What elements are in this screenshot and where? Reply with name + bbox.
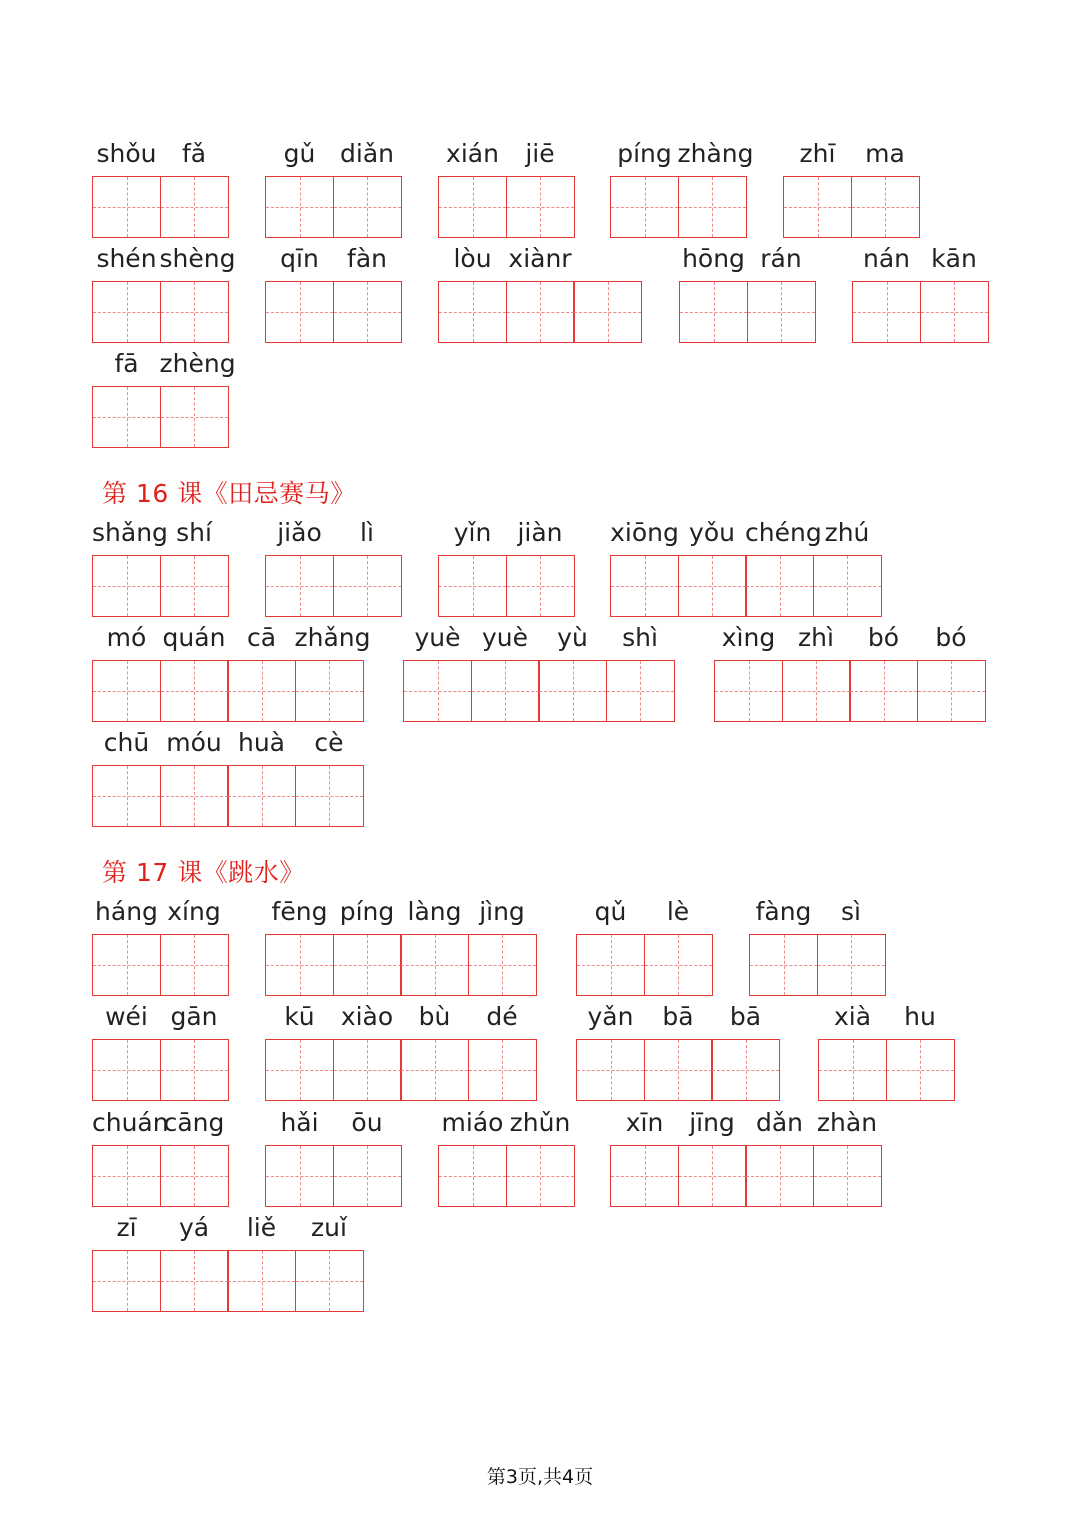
writing-cell[interactable] <box>711 1039 780 1101</box>
word-group <box>438 240 643 340</box>
writing-boxes <box>714 660 986 722</box>
word-group <box>438 135 575 235</box>
pinyin-syllable: cāng <box>163 1108 225 1137</box>
word-group <box>92 240 236 340</box>
pinyin-syllable: hu <box>904 1002 936 1031</box>
writing-cell[interactable] <box>227 660 296 722</box>
pinyin-line <box>403 619 675 657</box>
word-group <box>265 240 402 340</box>
writing-boxes <box>610 176 747 238</box>
pinyin-syllable: shǒu <box>96 139 157 168</box>
pinyin-syllable: zhàn <box>816 1108 878 1137</box>
writing-cell[interactable] <box>886 1039 955 1101</box>
writing-cell[interactable] <box>265 281 334 343</box>
writing-cell[interactable] <box>506 176 575 238</box>
writing-boxes <box>679 281 816 343</box>
pinyin-syllable: xīn <box>625 1108 664 1137</box>
writing-cell[interactable] <box>160 555 229 617</box>
writing-cell[interactable] <box>160 934 229 996</box>
pinyin-syllable: shì <box>622 623 658 652</box>
pinyin-syllable: chuán <box>92 1108 169 1137</box>
pinyin-syllable: zhàng <box>677 139 754 168</box>
word-group <box>403 619 675 719</box>
word-row <box>0 514 1080 624</box>
pinyin-syllable: dé <box>486 1002 518 1031</box>
pinyin-line <box>610 135 754 173</box>
pinyin-syllable: fā <box>114 349 139 378</box>
writing-cell[interactable] <box>333 555 402 617</box>
pinyin-syllable: shǎng <box>92 518 168 547</box>
pinyin-line <box>265 893 537 931</box>
pinyin-syllable: lì <box>360 518 374 547</box>
word-group <box>576 998 781 1098</box>
pinyin-syllable: lòu <box>453 244 492 273</box>
word-group <box>576 893 713 993</box>
word-group <box>92 345 236 445</box>
writing-boxes <box>92 765 364 827</box>
writing-cell[interactable] <box>920 281 989 343</box>
pinyin-syllable: zhī <box>799 139 836 168</box>
pinyin-line <box>92 893 229 931</box>
pinyin-syllable: cè <box>314 728 344 757</box>
pinyin-line <box>92 998 229 1036</box>
pinyin-line <box>576 998 781 1036</box>
word-group <box>92 619 371 719</box>
writing-boxes <box>265 1145 402 1207</box>
writing-boxes <box>92 386 229 448</box>
writing-cell[interactable] <box>160 765 229 827</box>
word-group <box>92 1104 229 1204</box>
writing-boxes <box>265 281 402 343</box>
pinyin-line <box>92 1104 229 1142</box>
pinyin-syllable: ma <box>865 139 905 168</box>
word-group <box>783 135 920 235</box>
writing-cell[interactable] <box>92 555 161 617</box>
pinyin-syllable: mó <box>106 623 147 652</box>
pinyin-syllable: yǎn <box>587 1002 634 1031</box>
pinyin-syllable: shèng <box>159 244 236 273</box>
writing-cell[interactable] <box>403 660 472 722</box>
writing-cell[interactable] <box>295 1250 364 1312</box>
writing-boxes <box>403 660 675 722</box>
writing-cell[interactable] <box>468 934 537 996</box>
pinyin-line <box>92 514 229 552</box>
writing-cell[interactable] <box>852 281 921 343</box>
pinyin-syllable: bù <box>418 1002 451 1031</box>
pinyin-syllable: xián <box>446 139 499 168</box>
word-row <box>0 998 1080 1108</box>
writing-cell[interactable] <box>747 281 816 343</box>
pinyin-line <box>92 135 229 173</box>
writing-cell[interactable] <box>265 555 334 617</box>
word-group <box>749 893 886 993</box>
pinyin-line <box>92 240 236 278</box>
pinyin-syllable: miáo <box>441 1108 504 1137</box>
writing-cell[interactable] <box>333 281 402 343</box>
word-group <box>714 619 986 719</box>
pinyin-syllable: shí <box>176 518 212 547</box>
writing-cell[interactable] <box>538 660 607 722</box>
pinyin-line <box>92 724 364 762</box>
pinyin-line <box>265 135 402 173</box>
writing-cell[interactable] <box>265 934 334 996</box>
writing-cell[interactable] <box>92 386 161 448</box>
pinyin-syllable: xíng <box>167 897 221 926</box>
writing-cell[interactable] <box>438 281 507 343</box>
writing-cell[interactable] <box>644 934 713 996</box>
pinyin-line <box>92 1209 364 1247</box>
writing-cell[interactable] <box>333 1145 402 1207</box>
lesson-16-heading: 第 16 课《田忌赛马》 <box>102 479 356 508</box>
writing-boxes <box>438 281 642 343</box>
word-group <box>265 135 402 235</box>
writing-cell[interactable] <box>160 281 229 343</box>
pinyin-syllable: hǎi <box>280 1108 319 1137</box>
writing-cell[interactable] <box>917 660 986 722</box>
pinyin-syllable: huà <box>237 728 285 757</box>
writing-boxes <box>92 1250 364 1312</box>
writing-cell[interactable] <box>92 765 161 827</box>
pinyin-line <box>265 514 402 552</box>
pinyin-syllable: xiōng <box>610 518 679 547</box>
word-group <box>610 135 754 235</box>
pinyin-line <box>610 1104 882 1142</box>
pinyin-syllable: lè <box>666 897 690 926</box>
word-row <box>0 1104 1080 1214</box>
pinyin-syllable: dǎn <box>755 1108 804 1137</box>
pinyin-line <box>438 135 575 173</box>
writing-cell[interactable] <box>333 1039 402 1101</box>
pinyin-syllable: zuǐ <box>311 1213 347 1242</box>
pinyin-syllable: qīn <box>280 244 319 273</box>
writing-cell[interactable] <box>438 555 507 617</box>
writing-cell[interactable] <box>438 1145 507 1207</box>
word-row <box>0 135 1080 245</box>
pinyin-line <box>438 240 643 278</box>
pinyin-syllable: gān <box>170 1002 218 1031</box>
writing-cell[interactable] <box>295 660 364 722</box>
pinyin-syllable: kān <box>931 244 977 273</box>
writing-cell[interactable] <box>714 660 783 722</box>
writing-cell[interactable] <box>160 386 229 448</box>
word-group <box>92 514 229 614</box>
writing-cell[interactable] <box>400 934 469 996</box>
pinyin-syllable: yá <box>178 1213 210 1242</box>
word-group <box>92 724 364 824</box>
writing-cell[interactable] <box>92 281 161 343</box>
word-group <box>265 893 537 993</box>
writing-cell[interactable] <box>92 1250 161 1312</box>
pinyin-syllable: diǎn <box>340 139 394 168</box>
page-footer: 第3页,共4页 <box>486 1466 594 1488</box>
writing-cell[interactable] <box>400 1039 469 1101</box>
pinyin-syllable: xìng <box>721 623 776 652</box>
writing-boxes <box>92 555 229 617</box>
writing-cell[interactable] <box>610 1145 679 1207</box>
writing-boxes <box>265 176 402 238</box>
writing-cell[interactable] <box>678 1145 747 1207</box>
writing-cell[interactable] <box>818 1039 887 1101</box>
writing-cell[interactable] <box>783 176 852 238</box>
pinyin-syllable: xiànr <box>508 244 572 273</box>
word-group <box>438 1104 575 1204</box>
writing-cell[interactable] <box>610 176 679 238</box>
pinyin-syllable: quán <box>162 623 226 652</box>
word-group <box>92 998 229 1098</box>
pinyin-syllable: jiàn <box>517 518 563 547</box>
pinyin-syllable: jiē <box>525 139 555 168</box>
writing-cell[interactable] <box>160 1039 229 1101</box>
pinyin-line <box>749 893 886 931</box>
writing-cell[interactable] <box>92 1039 161 1101</box>
word-row <box>0 893 1080 1003</box>
pinyin-syllable: gǔ <box>283 139 316 168</box>
pinyin-syllable: háng <box>95 897 158 926</box>
pinyin-syllable: xià <box>833 1002 872 1031</box>
writing-boxes <box>438 176 575 238</box>
writing-boxes <box>265 555 402 617</box>
pinyin-syllable: zhì <box>798 623 834 652</box>
word-group <box>679 240 816 340</box>
word-group <box>92 893 229 993</box>
pinyin-line <box>852 240 989 278</box>
writing-boxes <box>438 1145 575 1207</box>
writing-cell[interactable] <box>851 176 920 238</box>
writing-cell[interactable] <box>573 281 642 343</box>
writing-cell[interactable] <box>265 176 334 238</box>
writing-cell[interactable] <box>849 660 918 722</box>
word-group <box>92 1209 364 1309</box>
writing-boxes <box>438 555 575 617</box>
pinyin-syllable: kū <box>284 1002 315 1031</box>
writing-boxes <box>92 660 364 722</box>
writing-cell[interactable] <box>160 176 229 238</box>
word-group <box>265 1104 402 1204</box>
writing-cell[interactable] <box>817 934 886 996</box>
pinyin-line <box>438 514 575 552</box>
writing-cell[interactable] <box>679 281 748 343</box>
pinyin-line <box>818 998 955 1036</box>
pinyin-syllable: chū <box>103 728 150 757</box>
writing-boxes <box>818 1039 955 1101</box>
pinyin-syllable: bó <box>935 623 967 652</box>
pinyin-line <box>714 619 986 657</box>
writing-cell[interactable] <box>333 176 402 238</box>
writing-cell[interactable] <box>160 1250 229 1312</box>
writing-cell[interactable] <box>745 1145 814 1207</box>
word-group <box>265 998 537 1098</box>
writing-cell[interactable] <box>749 934 818 996</box>
writing-cell[interactable] <box>471 660 540 722</box>
pinyin-syllable: jiǎo <box>277 518 322 547</box>
writing-cell[interactable] <box>265 1039 334 1101</box>
writing-boxes <box>92 176 229 238</box>
pinyin-line <box>265 998 537 1036</box>
pinyin-syllable: yù <box>557 623 588 652</box>
word-row <box>0 724 1080 834</box>
writing-cell[interactable] <box>227 1250 296 1312</box>
word-group <box>610 1104 882 1204</box>
writing-cell[interactable] <box>782 660 851 722</box>
pinyin-line <box>92 345 236 383</box>
pinyin-syllable: rán <box>760 244 802 273</box>
pinyin-line <box>610 514 882 552</box>
writing-boxes <box>852 281 989 343</box>
writing-cell[interactable] <box>438 176 507 238</box>
word-group <box>438 514 575 614</box>
writing-cell[interactable] <box>576 934 645 996</box>
writing-boxes <box>92 1145 229 1207</box>
pinyin-syllable: wéi <box>105 1002 148 1031</box>
pinyin-syllable: bā <box>729 1002 762 1031</box>
writing-cell[interactable] <box>92 660 161 722</box>
word-row <box>0 619 1080 729</box>
pinyin-syllable: yuè <box>481 623 529 652</box>
word-group <box>92 135 229 235</box>
writing-boxes <box>92 934 229 996</box>
writing-cell[interactable] <box>92 934 161 996</box>
pinyin-line <box>265 1104 402 1142</box>
writing-cell[interactable] <box>468 1039 537 1101</box>
pinyin-syllable: bā <box>662 1002 694 1031</box>
pinyin-syllable: píng <box>339 897 395 926</box>
writing-boxes <box>576 1039 780 1101</box>
writing-boxes <box>610 1145 882 1207</box>
writing-cell[interactable] <box>506 555 575 617</box>
pinyin-syllable: sì <box>841 897 861 926</box>
pinyin-syllable: xiào <box>340 1002 394 1031</box>
pinyin-syllable: cā <box>246 623 277 652</box>
writing-cell[interactable] <box>610 555 679 617</box>
pinyin-syllable: nán <box>862 244 910 273</box>
writing-boxes <box>610 555 882 617</box>
word-row <box>0 1209 1080 1319</box>
writing-cell[interactable] <box>745 555 814 617</box>
pinyin-syllable: chéng <box>745 518 822 547</box>
writing-cell[interactable] <box>265 1145 334 1207</box>
pinyin-syllable: zhǎng <box>294 623 371 652</box>
writing-boxes <box>576 934 713 996</box>
writing-cell[interactable] <box>333 934 402 996</box>
pinyin-syllable: píng <box>617 139 672 168</box>
writing-cell[interactable] <box>813 555 882 617</box>
pinyin-syllable: zhǔn <box>509 1108 571 1137</box>
pinyin-syllable: bó <box>867 623 900 652</box>
writing-boxes <box>92 1039 229 1101</box>
pinyin-syllable: fàng <box>755 897 812 926</box>
writing-cell[interactable] <box>506 1145 575 1207</box>
pinyin-syllable: zhú <box>824 518 870 547</box>
pinyin-line <box>92 619 371 657</box>
word-row <box>0 240 1080 350</box>
pinyin-syllable: liě <box>246 1213 277 1242</box>
writing-cell[interactable] <box>506 281 575 343</box>
writing-cell[interactable] <box>92 176 161 238</box>
pinyin-syllable: fǎ <box>181 139 207 168</box>
pinyin-syllable: móu <box>166 728 222 757</box>
word-group <box>610 514 882 614</box>
writing-cell[interactable] <box>227 765 296 827</box>
word-group <box>265 514 402 614</box>
writing-cell[interactable] <box>813 1145 882 1207</box>
pinyin-syllable: ōu <box>351 1108 383 1137</box>
pinyin-line <box>438 1104 575 1142</box>
writing-cell[interactable] <box>678 176 747 238</box>
writing-cell[interactable] <box>160 1145 229 1207</box>
writing-cell[interactable] <box>92 1145 161 1207</box>
word-group <box>852 240 989 340</box>
lesson-17-heading: 第 17 课《跳水》 <box>102 858 305 887</box>
pinyin-syllable: jìng <box>479 897 525 926</box>
pinyin-syllable: yǐn <box>453 518 492 547</box>
pinyin-syllable: fēng <box>271 897 328 926</box>
writing-cell[interactable] <box>606 660 675 722</box>
writing-boxes <box>265 1039 537 1101</box>
writing-cell[interactable] <box>295 765 364 827</box>
pinyin-syllable: làng <box>407 897 462 926</box>
writing-cell[interactable] <box>644 1039 713 1101</box>
word-row <box>0 345 1080 455</box>
pinyin-syllable: yǒu <box>689 518 735 547</box>
pinyin-line <box>783 135 920 173</box>
writing-boxes <box>783 176 920 238</box>
pinyin-syllable: qǔ <box>594 897 627 926</box>
pinyin-syllable: jīng <box>689 1108 735 1137</box>
writing-cell[interactable] <box>576 1039 645 1101</box>
pinyin-syllable: zhèng <box>159 349 236 378</box>
writing-cell[interactable] <box>160 660 229 722</box>
pinyin-line <box>265 240 402 278</box>
pinyin-syllable: zī <box>116 1213 137 1242</box>
pinyin-syllable: shén <box>96 244 157 273</box>
writing-boxes <box>92 281 229 343</box>
pinyin-line <box>576 893 713 931</box>
writing-boxes <box>265 934 537 996</box>
pinyin-line <box>679 240 816 278</box>
pinyin-syllable: yuè <box>414 623 461 652</box>
pinyin-syllable: hōng <box>682 244 745 273</box>
pinyin-syllable: fàn <box>347 244 387 273</box>
writing-boxes <box>749 934 886 996</box>
word-group <box>818 998 955 1098</box>
writing-cell[interactable] <box>678 555 747 617</box>
